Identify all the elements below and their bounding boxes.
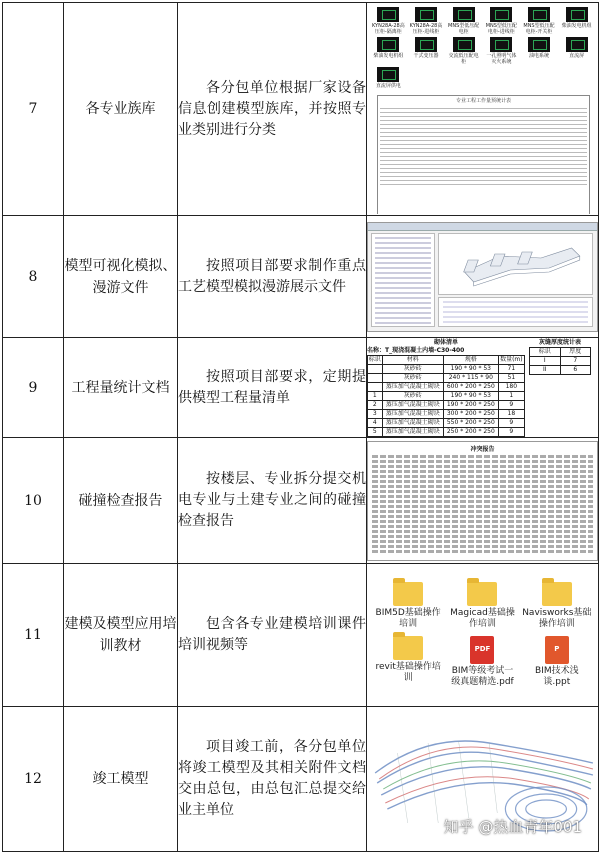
system-icon [490, 37, 512, 52]
cabinet-icon [415, 7, 437, 22]
panel-icon [377, 67, 399, 82]
row-name: 建模及模型应用培训教材 [64, 564, 178, 707]
row-name: 竣工模型 [64, 707, 178, 852]
family-icon-item: MNS型低压配电柜-开关柜 [522, 7, 557, 35]
table-row [3, 564, 599, 707]
project-tree-panel [371, 233, 435, 327]
workload-table-thumbnail [377, 95, 590, 214]
folder-icon [393, 582, 423, 606]
collision-report-title: 冲突报告 [470, 445, 495, 453]
properties-panel [438, 297, 593, 327]
cabinet-icon [490, 7, 512, 22]
family-icon-item: MNS型低压配电柜-进线柜 [484, 7, 519, 35]
family-icon-item: MNS型低压配电柜 [446, 7, 481, 35]
cabinet-icon [453, 7, 475, 22]
family-icon-item: 油电系统 [522, 37, 557, 65]
as-built-model-render [367, 713, 598, 845]
family-icon-item: 干式变压器 [409, 37, 444, 65]
file-item[interactable]: Navisworks基础操作培训 [522, 582, 592, 630]
system-icon [528, 37, 550, 52]
family-icon-item: KYN28A-28高压柜-隔离柜 [371, 7, 406, 35]
training-materials-image [367, 564, 599, 707]
masonry-table-subtitle: 名称：T_现浇混凝土内墙-C30-400 [367, 347, 465, 354]
visualization-image [367, 216, 599, 338]
table-row [3, 707, 599, 852]
pdf-file-icon: PDF [470, 636, 494, 664]
row-number: 8 [3, 216, 64, 338]
file-item[interactable]: revit基础操作培训 [373, 636, 443, 688]
row-number: 11 [3, 564, 64, 707]
table-row [3, 216, 599, 338]
row-name: 各专业族库 [64, 3, 178, 216]
ppt-file-icon: P [545, 636, 569, 664]
row-description: 按楼层、专业拆分提交机电专业与土建专业之间的碰撞检查报告 [178, 438, 367, 564]
cabinet-icon [453, 37, 475, 52]
table-row [3, 438, 599, 564]
row-description: 按照项目部要求制作重点工艺模型模拟漫游展示文件 [178, 216, 367, 338]
family-icon-item: 柴油发电机组 [371, 37, 406, 65]
family-icon-grid [367, 5, 598, 91]
folder-icon [542, 582, 572, 606]
family-icon-item: KYN28A-28高压柜-进线柜 [409, 7, 444, 35]
file-item[interactable]: BIM5D基础操作培训 [373, 582, 443, 630]
row-name: 模型可视化模拟、漫游文件 [64, 216, 178, 338]
row-number: 7 [3, 3, 64, 216]
3d-viewport [438, 233, 593, 295]
family-icon-item: 直流屏 [559, 37, 594, 65]
training-file-grid [367, 576, 598, 694]
row-name: 碰撞检查报告 [64, 438, 178, 564]
cabinet-icon [377, 7, 399, 22]
quantity-image [367, 338, 599, 438]
watermark-text: 知乎 @热血青年001 [443, 818, 582, 836]
family-icon-item: 一孔照明气体灭火系统 [484, 37, 519, 65]
transformer-icon [415, 37, 437, 52]
table-row [3, 3, 599, 216]
generator-icon [566, 7, 588, 22]
masonry-table: 标识 材料 规格 数量(m) 灰砂砖 190 * 90 * 53 71 灰砂砖 240 * 115 * 90 51 蒸压加气混凝土砌块 600 * 200 * 250 180 1 灰砂砖 190 * 90 * 53 1 2 蒸压加气混凝土砌块 190 * 200 * 250 9 3 蒸压加气混凝土砌块 300 * 200 * 250 18 4 蒸压加气混凝土砌块 550 * 200 * 250 9 5 蒸压加气混凝土砌块 250 * 200 * 250 9 [368, 356, 523, 435]
family-icon-item: 交流低压配电柜 [446, 37, 481, 65]
row-description: 包含各专业建模培训课件培训视频等 [178, 564, 367, 707]
family-library-image [367, 3, 599, 216]
cabinet-icon [528, 7, 550, 22]
mortar-table-caption: 灰缝厚度统计表 [538, 339, 581, 346]
row-number: 9 [3, 338, 64, 438]
generator-icon [377, 37, 399, 52]
row-description: 各分包单位根据厂家设备信息创建模型族库，并按照专业类别进行分类 [178, 3, 367, 216]
masonry-table-caption: 砌体清单 [433, 339, 458, 346]
folder-icon [467, 582, 497, 606]
file-item[interactable]: P BIM技术浅谈.ppt [522, 636, 592, 688]
row-number: 12 [3, 707, 64, 852]
workload-table-title: 专业工程工作量预统计表 [455, 97, 511, 104]
mortar-table: 标识 厚度 I 7 II 6 [529, 347, 591, 375]
file-item[interactable]: Magicad基础操作培训 [447, 582, 517, 630]
folder-icon [393, 636, 423, 660]
row-name: 工程量统计文档 [64, 338, 178, 438]
row-number: 10 [3, 438, 64, 564]
panel-icon [566, 37, 588, 52]
family-icon-item: 直流屏供电 [371, 67, 406, 89]
row-description: 按照项目部要求，定期提供模型工程量清单 [178, 338, 367, 438]
as-built-model-image [367, 707, 599, 852]
collision-report-thumbnail [367, 441, 598, 561]
table-row [3, 338, 599, 438]
bim-software-screenshot [367, 222, 598, 332]
file-item[interactable]: PDF BIM等级考试一级真题精选.pdf [447, 636, 517, 688]
family-icon-item: 柴油发电机组 [559, 7, 594, 35]
collision-report-image [367, 438, 599, 564]
deliverables-table [2, 2, 599, 852]
row-description: 项目竣工前，各分包单位将竣工模型及其相关附件文档交由总包，由总包汇总提交给业主单位 [178, 707, 367, 852]
